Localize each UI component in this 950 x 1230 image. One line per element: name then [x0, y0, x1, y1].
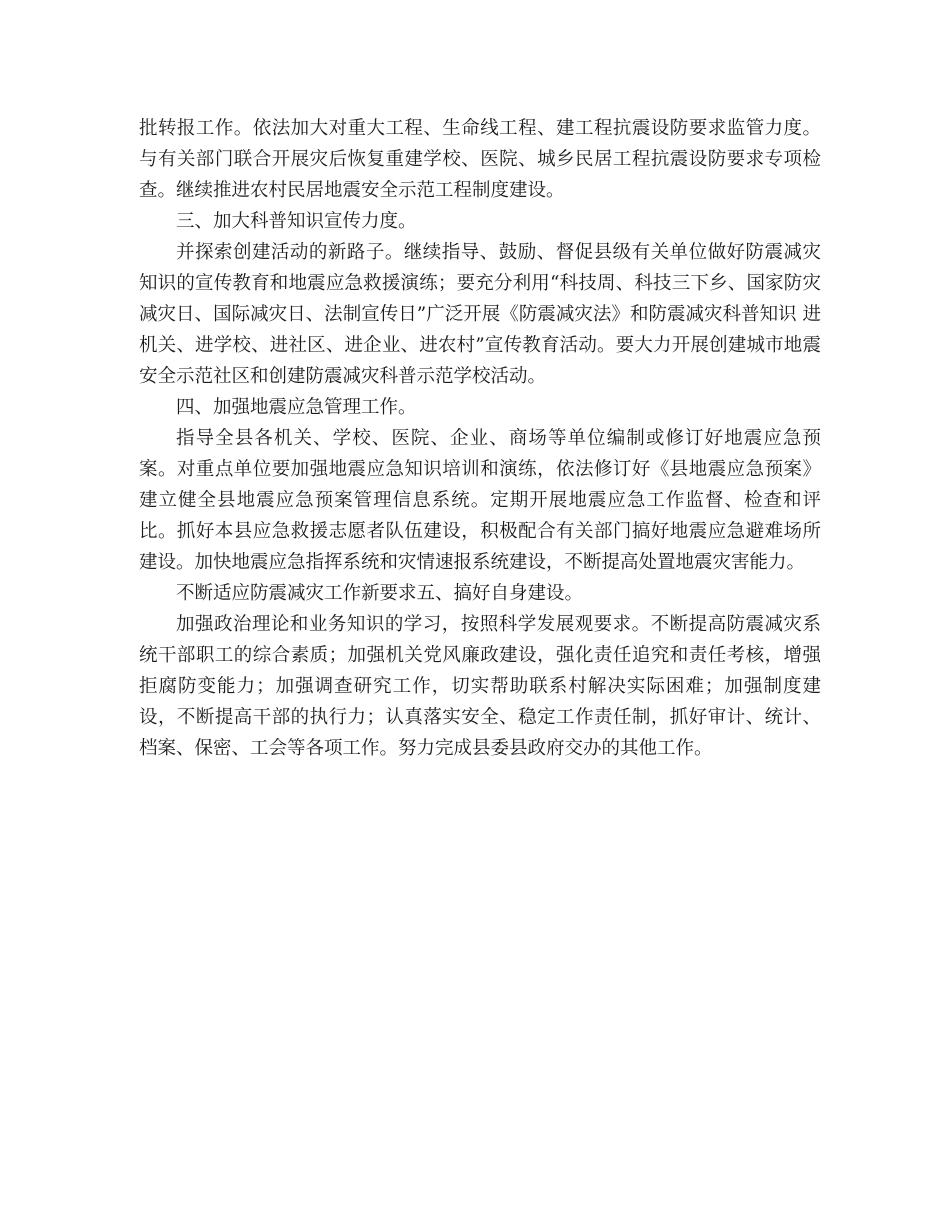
document-body — [139, 113, 821, 764]
paragraph-continuation: 批转报工作。依法加大对重大工程、生命线工程、建工程抗震设防要求监管力度。与有关部门联合开展灾后恢复重建学校、医院、城乡民居工程抗震设防要求专项检查。继续推进农村民居地震安全示范工程制度建设。 — [139, 118, 821, 201]
paragraph-science-publicity: 并探索创建活动的新路子。继续指导、鼓励、督促县级有关单位做好防震减灾知识的宣传教育和地震应急救援演练；要充分利用“科技周、科技三下乡、国家防灾减灾日、国际减灾日、法制宣传日”广泛开展《防震减灾法》和防震减灾科普知识 进机关、进学校、进社区、进企业、进农村”宣传教育活动。要大力开展创建城市地震安全示范社区和创建防震减灾科普示范学校活动。 — [139, 242, 821, 387]
paragraph-emergency-management: 指导全县各机关、学校、医院、企业、商场等单位编制或修订好地震应急预案。对重点单位要加强地震应急知识培训和演练，依法修订好《县地震应急预案》建立健全县地震应急预案管理信息系统。定期开展地震应急工作监督、检查和评比。抓好本县应急救援志愿者队伍建设，积极配合有关部门搞好地震应急避难场所建设。加快地震应急指挥系统和灾情速报系统建设，不断提高处置地震灾害能力。 — [139, 428, 821, 573]
section-heading-5: 不断适应防震减灾工作新要求五、搞好自身建设。 — [176, 583, 584, 604]
paragraph-self-building: 加强政治理论和业务知识的学习，按照科学发展观要求。不断提高防震减灾系统干部职工的综合素质；加强机关党风廉政建设，强化责任追究和责任考核，增强拒腐防变能力；加强调查研究工作，切实帮助联系村解决实际困难；加强制度建设，不断提高干部的执行力；认真落实安全、稳定工作责任制，抓好审计、统计、档案、保密、工会等各项工作。努力完成县委县政府交办的其他工作。 — [139, 614, 821, 759]
section-heading-3: 三、加大科普知识宣传力度。 — [176, 211, 417, 232]
section-heading-4: 四、加强地震应急管理工作。 — [176, 397, 417, 418]
